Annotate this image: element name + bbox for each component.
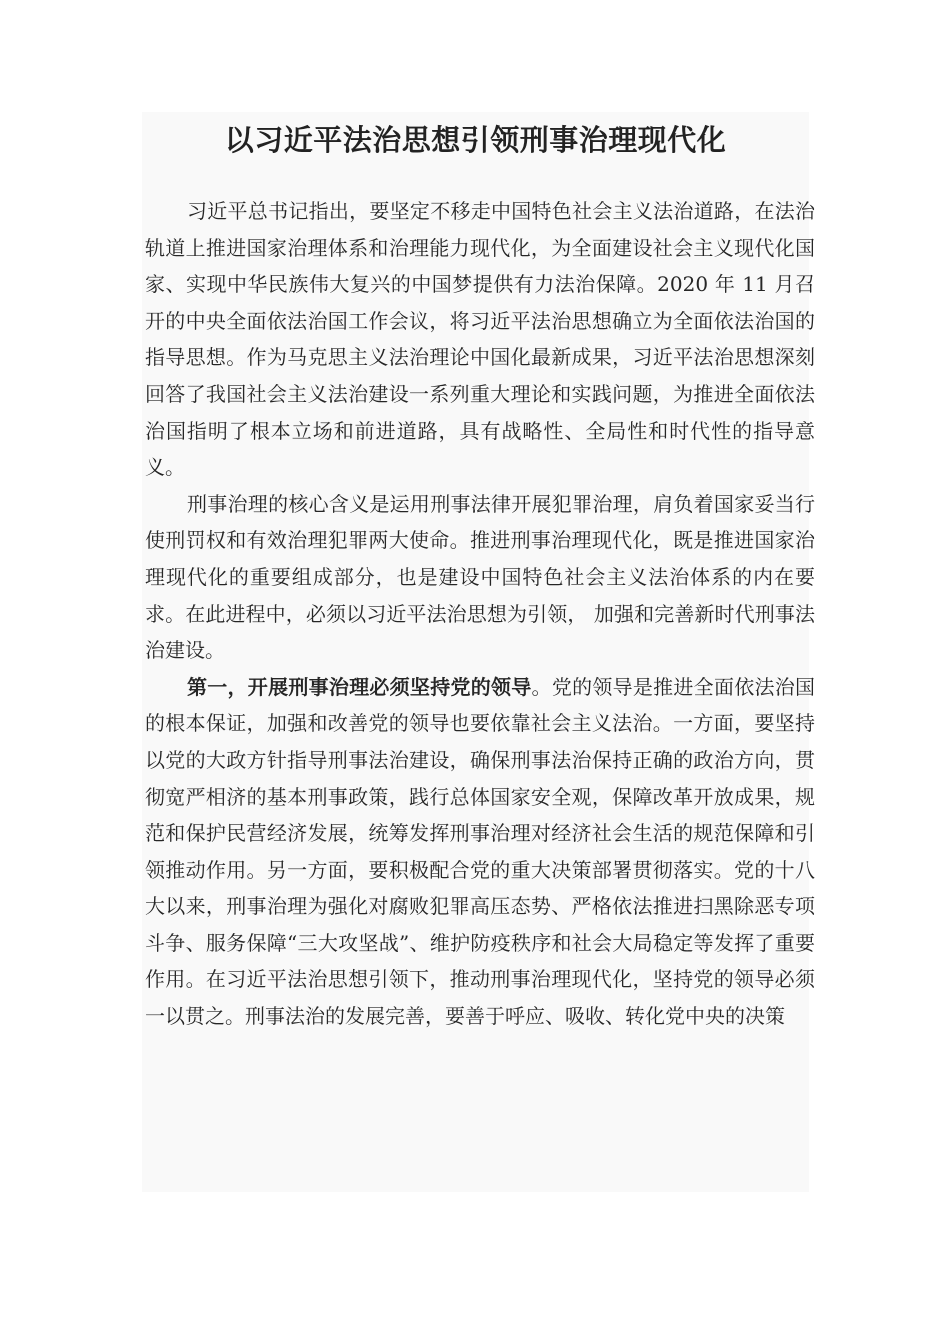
document-body xyxy=(145,193,815,1035)
paragraph-2-text: 刑事治理的核心含义是运用刑事法律开展犯罪治理，肩负着国家妥当行使刑罚权和有效治理犯罪两大使命。推进刑事治理现代化，既是推进国家治理现代化的重要组成部分，也是建设中国特色社会主义法治体系的内在要求。在此进程中，必须以习近平法治思想为引领， 加强和完善新时代刑事法治建设。 xyxy=(145,491,815,663)
paragraph-2 xyxy=(145,486,815,669)
paragraph-3 xyxy=(145,669,815,1035)
document-title: 以习近平法治思想引领刑事治理现代化 xyxy=(224,123,727,157)
paragraph-3-text: 。党的领导是推进全面依法治国的根本保证，加强和改善党的领导也要依靠社会主义法治。一方面，要坚持以党的大政方针指导刑事法治建设，确保刑事法治保持正确的政治方向，贯彻宽严相济的基本刑事政策，践行总体国家安全观，保障改革开放成果，规范和保护民营经济发展，统筹发挥刑事治理对经济社会生活的规范保障和引领推动作用。另一方面，要积极配合党的重大决策部署贯彻落实。党的十八大以来，刑事治理为强化对腐败犯罪高压态势、严格依法推进扫黑除恶专项斗争、服务保障“三大攻坚战”、维护防疫秩序和社会大局稳定等发挥了重要作用。在习近平法治思想引领下，推动刑事治理现代化，坚持党的领导必须一以贯之。刑事法治的发展完善，要善于呼应、吸收、转化党中央的决策 xyxy=(145,674,816,1029)
paragraph-1 xyxy=(145,193,815,486)
paragraph-3-lead: 第一，开展刑事治理必须坚持党的领导 xyxy=(187,674,532,699)
paragraph-1-text: 习近平总书记指出，要坚定不移走中国特色社会主义法治道路，在法治轨道上推进国家治理体系和治理能力现代化，为全面建设社会主义现代化国家、实现中华民族伟大复兴的中国梦提供有力法治保障。2020 年 11 月召开的中央全面依法治国工作会议，将习近平法治思想确立为全面依法治国的指导思想。作为马克思主义法治理论中国化最新成果，习近平法治思想深刻回答了我国社会主义法治建设一系列重大理论和实践问题，为推进全面依法治国指明了根本立场和前进道路，具有战略性、全局性和时代性的指导意义。 xyxy=(145,199,815,480)
